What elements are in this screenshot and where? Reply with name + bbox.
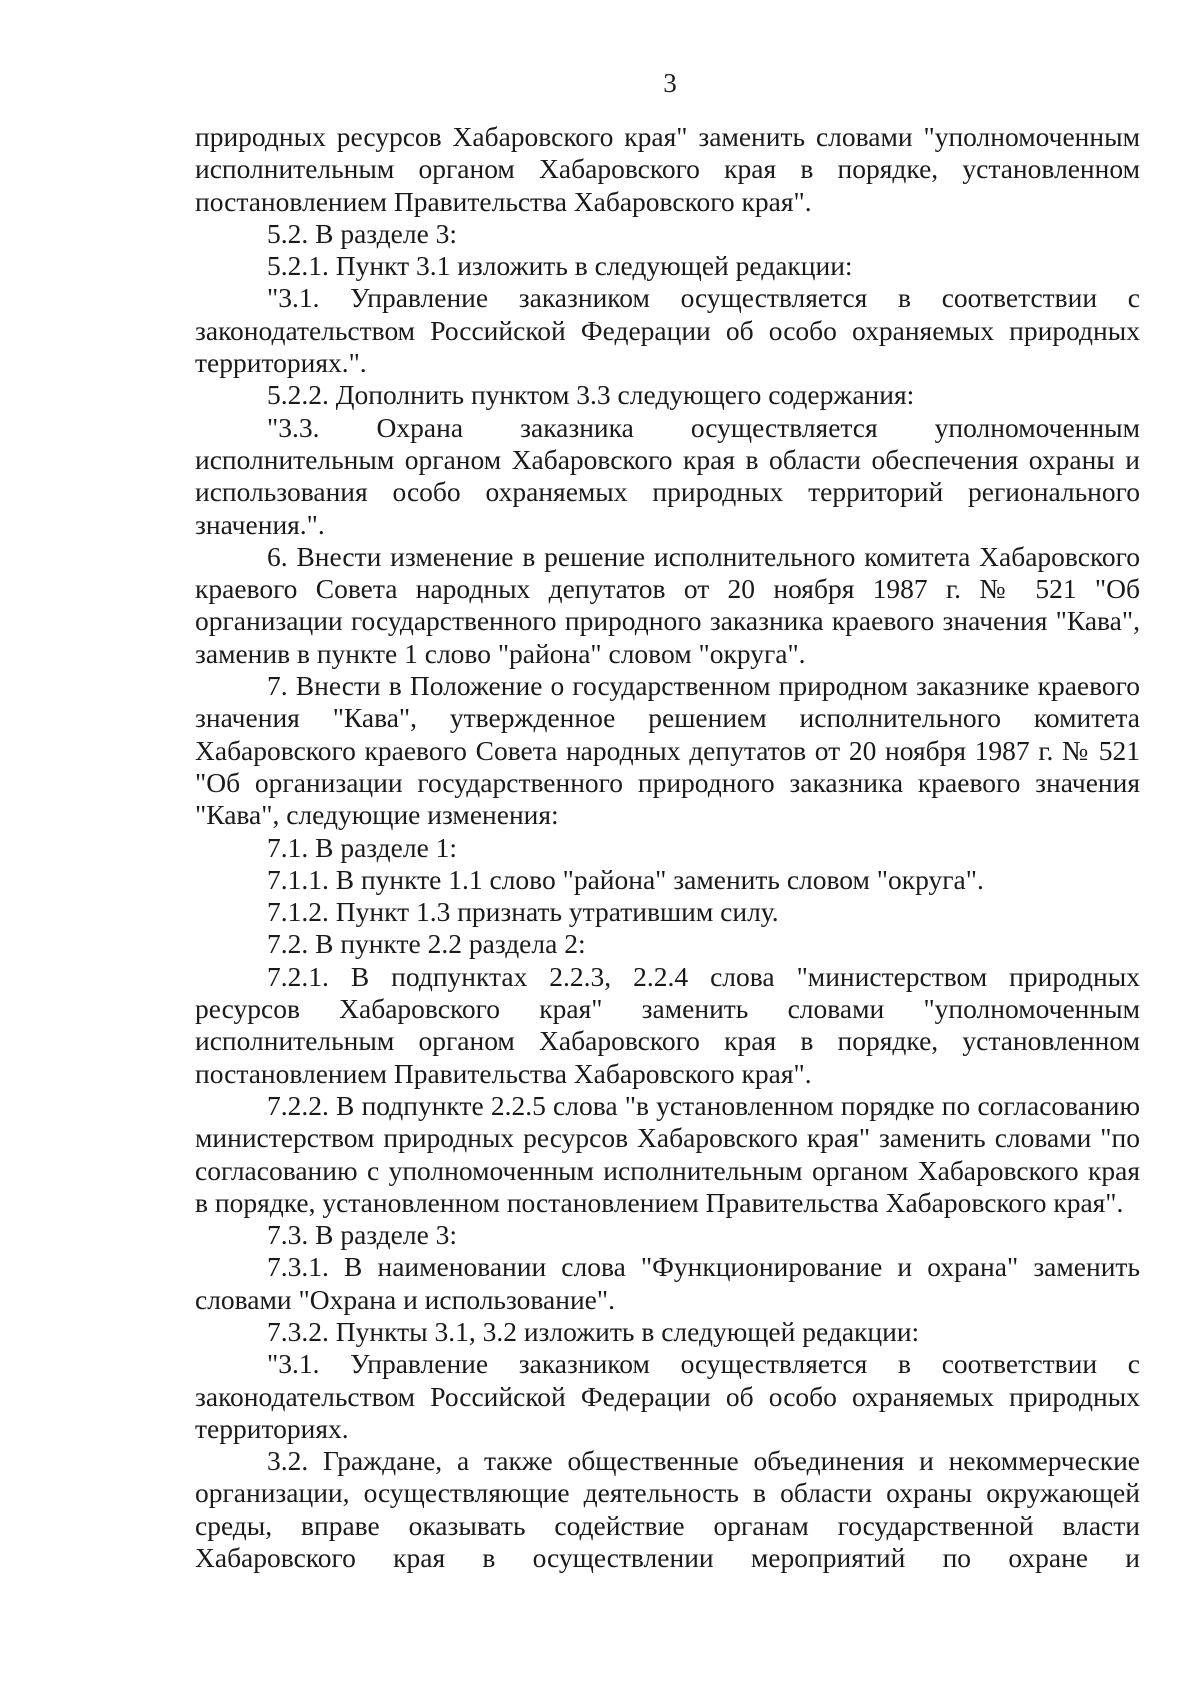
- paragraph: природных ресурсов Хабаровского края" заменить словами "уполномоченным исполнительным органом Хабаровского края в порядке, установленном постановлением Правительства Хабаровского края".: [195, 121, 1140, 217]
- paragraph: 7.2.2. В подпункте 2.2.5 слова "в установленном порядке по согласованию министерством природных ресурсов Хабаровского края" заменить словами "по согласованию с уполномоченным исполнительным органом Хабаровского края в порядке, установленном постановлением Правительства Хабаровского края".: [195, 1089, 1140, 1218]
- paragraph: "3.3. Охрана заказника осуществляется уполномоченным исполнительным органом Хабаровского края в области обеспечения охраны и использования особо охраняемых природных территорий регионального значения.".: [195, 411, 1140, 540]
- paragraph: 5.2. В разделе 3:: [267, 217, 458, 249]
- paragraph: 7.2. В пункте 2.2 раздела 2:: [267, 928, 586, 960]
- paragraph: "3.1. Управление заказником осуществляется в соответствии с законодательством Российской Федерации об особо охраняемых природных территориях.".: [195, 282, 1140, 379]
- paragraph: 7. Внести в Положение о государственном природном заказнике краевого значения "Кава", утвержденное решением исполнительного комитета Хабаровского краевого Совета народных депутатов от 20 ноября 1987 г. № 521 "Об организации государственного природного заказника краевого значения "Кава", следующие изменения:: [195, 670, 1140, 831]
- paragraph: 5.2.1. Пункт 3.1 изложить в следующей редакции:: [267, 250, 853, 282]
- paragraph: 7.2.1. В подпунктах 2.2.3, 2.2.4 слова "министерством природных ресурсов Хабаровского края" заменить словами "уполномоченным исполнительным органом Хабаровского края в порядке, установленном постановлением Правительства Хабаровского края".: [195, 960, 1140, 1089]
- paragraph: 7.3.1. В наименовании слова "Функционирование и охрана" заменить словами "Охрана и использование".: [195, 1251, 1140, 1315]
- paragraph: 3.2. Граждане, а также общественные объединения и некоммерческие организации, осуществляющие деятельность в области охраны окружающей среды, вправе оказывать содействие органам государственной власти Хабаровского края в осуществлении мероприятий по охране и: [195, 1445, 1140, 1574]
- paragraph: 7.3. В разделе 3:: [267, 1219, 458, 1251]
- paragraph: 7.1. В разделе 1:: [267, 831, 458, 863]
- paragraph: 5.2.2. Дополнить пунктом 3.3 следующего содержания:: [267, 379, 915, 411]
- paragraph: 7.1.1. В пункте 1.1 слово "района" заменить словом "округа".: [267, 863, 984, 895]
- document-body: [195, 121, 1140, 1574]
- paragraph: 7.1.2. Пункт 1.3 признать утратившим силу.: [267, 896, 779, 928]
- paragraph: 7.3.2. Пункты 3.1, 3.2 изложить в следующей редакции:: [267, 1315, 920, 1347]
- paragraph: 6. Внести изменение в решение исполнительного комитета Хабаровского краевого Совета народных депутатов от 20 ноября 1987 г. № 521 "Об организации государственного природного заказника краевого значения "Кава", заменив в пункте 1 слово "района" словом "округа".: [195, 540, 1140, 669]
- paragraph: "3.1. Управление заказником осуществляется в соответствии с законодательством Российской Федерации об особо охраняемых природных территориях.: [195, 1348, 1140, 1444]
- page-number: 3: [663, 68, 677, 98]
